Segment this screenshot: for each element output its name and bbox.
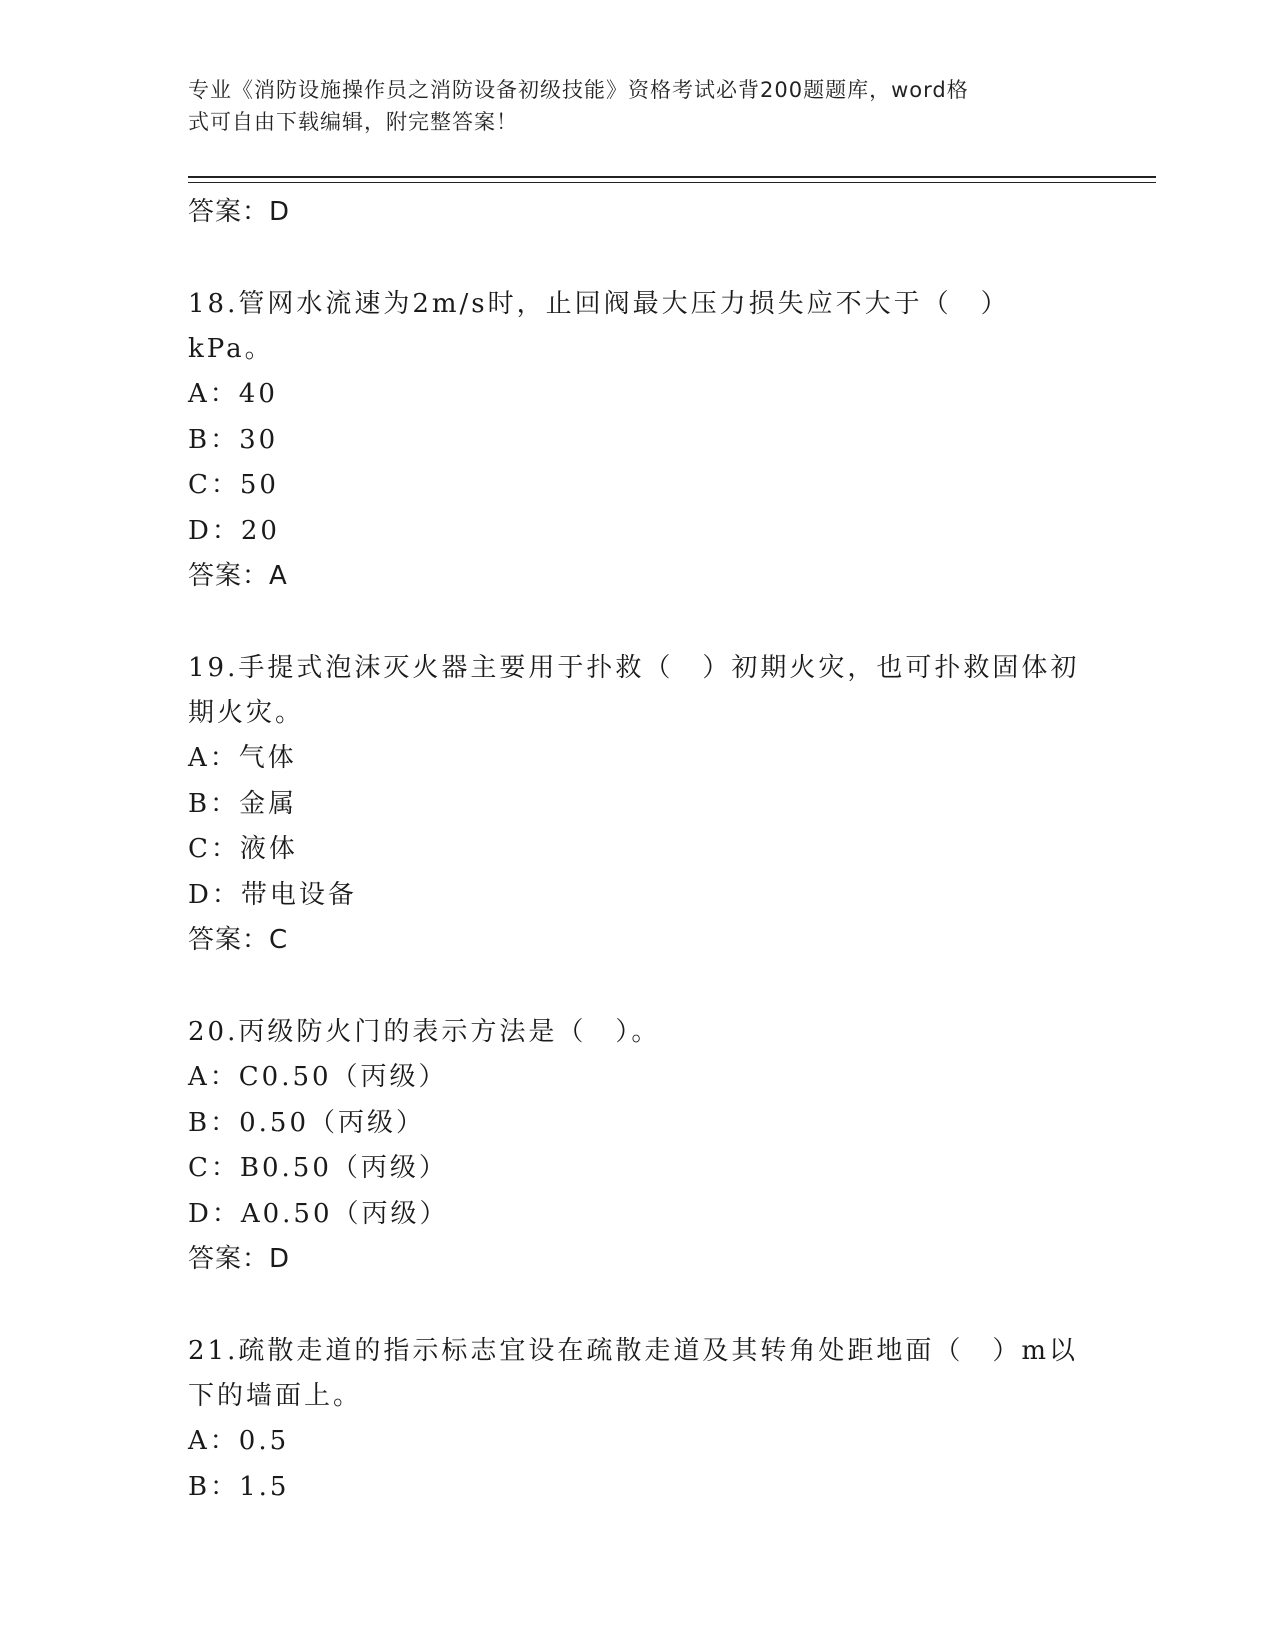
- header-line-2: 式可自由下载编辑，附完整答案！: [188, 110, 518, 134]
- option-c: C：50: [188, 470, 279, 500]
- header-divider: [188, 176, 1156, 178]
- question-text: 20.丙级防火门的表示方法是（ ）。: [188, 1017, 661, 1047]
- document-header: [188, 74, 1088, 138]
- previous-answer: 答案：D: [188, 197, 291, 227]
- option-c: C：液体: [188, 834, 298, 864]
- question-20: [188, 1010, 1088, 1282]
- header-divider-thin: [188, 182, 1156, 183]
- question-text: 19.手提式泡沫灭火器主要用于扑救（ ）初期火灾，也可扑救固体初期火灾。: [188, 653, 1080, 728]
- option-b: B：30: [188, 424, 279, 455]
- question-19: [188, 646, 1088, 963]
- option-a: A：0.5: [188, 1426, 290, 1456]
- option-b: B：1.5: [188, 1471, 290, 1502]
- option-a: A：气体: [188, 743, 297, 773]
- option-b: B：金属: [188, 788, 298, 819]
- header-line-1: 专业《消防设施操作员之消防设备初级技能》资格考试必背200题题库，word格: [188, 78, 969, 102]
- option-c: C：B0.50（丙级）: [188, 1153, 448, 1183]
- question-18: [188, 282, 1088, 599]
- question-list: [188, 190, 1088, 1510]
- option-d: D：带电设备: [188, 879, 357, 910]
- answer: 答案：A: [188, 561, 288, 591]
- option-d: D：20: [188, 515, 280, 546]
- option-a: A：C0.50（丙级）: [188, 1062, 448, 1092]
- answer: 答案：D: [188, 1244, 291, 1274]
- question-text: 21.疏散走道的指示标志宜设在疏散走道及其转角处距地面（ ）m以下的墙面上。: [188, 1336, 1079, 1411]
- option-a: A：40: [188, 379, 278, 409]
- question-21: [188, 1329, 1088, 1510]
- answer: 答案：C: [188, 925, 289, 955]
- option-d: D：A0.50（丙级）: [188, 1198, 449, 1229]
- question-text: 18.管网水流速为2m/s时，止回阀最大压力损失应不大于（ ）kPa。: [188, 289, 1010, 364]
- option-b: B：0.50（丙级）: [188, 1107, 425, 1138]
